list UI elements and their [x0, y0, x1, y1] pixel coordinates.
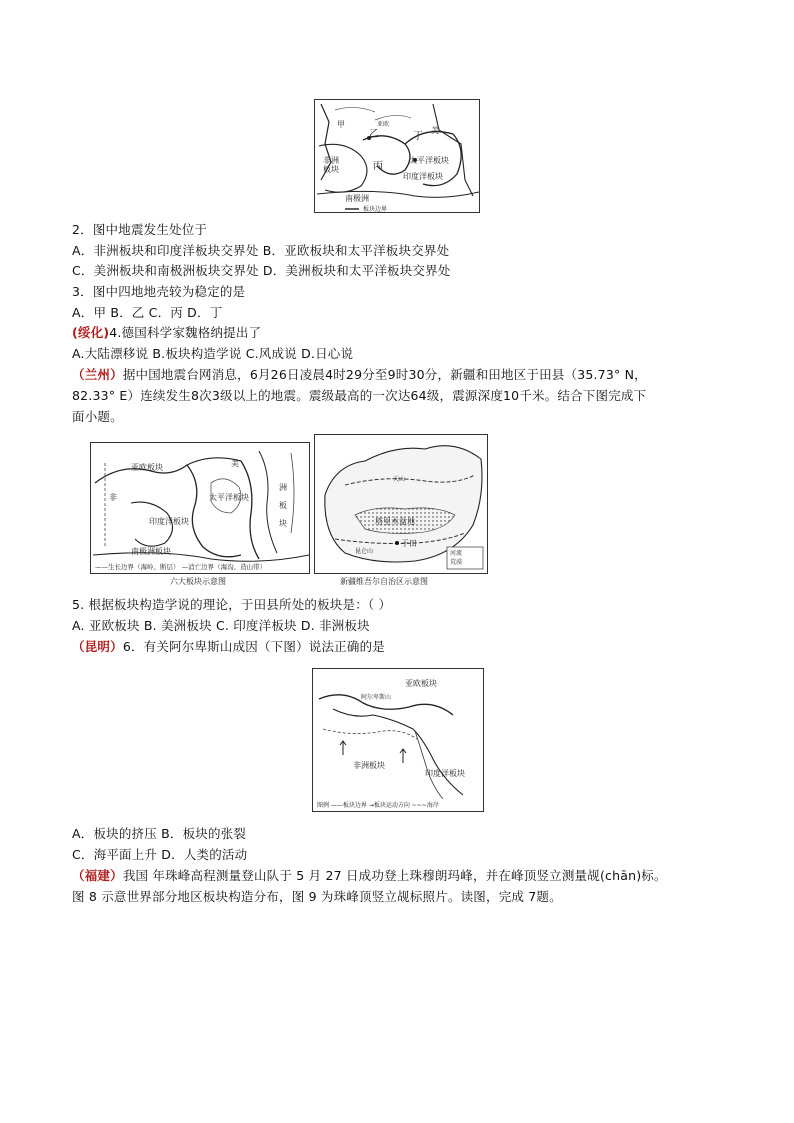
alps-map [312, 668, 484, 812]
q4-stem: 4.德国科学家魏格纳提出了 [109, 325, 262, 340]
lanzhou-source-tag: （兰州） [72, 367, 123, 382]
fujian-text-1: 我国 年珠峰高程测量登山队于 5 月 27 日成功登上珠穆朗玛峰，并在峰顶竖立测量觇(chān)标。 [122, 868, 667, 883]
six-plates-caption: 六大板块示意图 [170, 577, 226, 586]
map3-legend: 河流 荒漠 [450, 550, 463, 566]
map1-label-yi: 乙 [369, 129, 379, 140]
fujian-line1 [72, 867, 667, 885]
q2-stem: 2．图中地震发生处位于 [72, 222, 208, 237]
q5-stem: 5. 根据板块构造学说的理论，于田县所处的板块是：（ ） [72, 597, 392, 612]
fujian-line2: 图 8 示意世界部分地区板块构造分布，图 9 为珠峰顶竖立觇标照片。读图，完成 7题。 [72, 889, 562, 904]
map4-legend: 图例 ——板块边界 →板块运动方向 ~~~海岸 [317, 802, 439, 809]
lanzhou-text-1: 据中国地震台网消息，6月26日凌晨4时29分至9时30分，新疆和田地区于田县（35.73° N， [122, 367, 647, 382]
map2-label-kuai: 块 [279, 519, 287, 528]
lanzhou-line3: 面小题。 [72, 409, 123, 424]
map1-label-nanji: 南极洲 [345, 194, 369, 203]
q5-options: A. 亚欧板块 B. 美洲板块 C. 印度洋板块 D. 非洲板块 [72, 618, 370, 633]
map2-label-ban: 板 [279, 501, 287, 510]
plate-map-1 [314, 99, 480, 213]
alps-map-lines [313, 669, 484, 812]
map4-label-africa: 非洲板块 [353, 761, 385, 770]
map1-label-pacific: 太平洋板块 [409, 156, 449, 165]
map1-label-bing: 丙 [373, 161, 383, 172]
map4-label-indian: 印度洋板块 [425, 769, 465, 778]
q4-source-tag: (绥化) [72, 325, 110, 340]
xinjiang-caption: 新疆维吾尔自治区示意图 [340, 577, 428, 586]
q6-line [72, 638, 385, 656]
xinjiang-map [314, 434, 488, 574]
fujian-source-tag: （福建） [72, 868, 123, 883]
map3-label-kunlun: 昆仑山 [355, 548, 374, 555]
map3-label-yutian: 于田 [401, 539, 417, 548]
q3-stem: 3．图中四地地壳较为稳定的是 [72, 284, 246, 299]
q4-line [72, 324, 261, 342]
q6-source-tag: （昆明） [72, 639, 123, 654]
xinjiang-map-lines [315, 435, 488, 574]
map1-label-yazhi: 亚欧 [377, 121, 390, 128]
q6-options-row1: A．板块的挤压 B．板块的张裂 [72, 826, 247, 841]
lanzhou-line2: 82.33° E）连续发生8次3级以上的地震。震级最高的一次达64级，震源深度10千米。结合下图完成下 [72, 388, 647, 403]
map2-legend: ——生长边界（海岭、断层） —消亡边界（海沟、造山带） [95, 563, 267, 571]
map3-label-tarim: 塔里木盆地 [375, 517, 415, 526]
map1-label-jia: 甲 [337, 120, 345, 129]
q2-options-row1: A．非洲板块和印度洋板块交界处 B．亚欧板块和太平洋板块交界处 [72, 243, 450, 258]
map2-label-pacific: 太平洋板块 [209, 493, 249, 502]
map2-label-zhou: 洲 [279, 483, 287, 492]
map2-label-indian: 印度洋板块 [149, 517, 189, 526]
q3-options: A．甲 B．乙 C．丙 D．丁 [72, 305, 223, 320]
map1-label-america: 美 [431, 126, 439, 135]
map1-legend: 板块边界 [363, 206, 388, 213]
q2-options-row2: C．美洲板块和南极洲板块交界处 D．美洲板块和太平洋板块交界处 [72, 263, 451, 278]
six-plates-map-lines [91, 443, 310, 574]
map2-label-america: 美 [231, 459, 239, 468]
q4-options: A.大陆漂移说 B.板块构造学说 C.风成说 D.日心说 [72, 346, 354, 361]
lanzhou-line1 [72, 366, 647, 384]
map1-label-africa: 非洲板块 [323, 156, 339, 174]
map2-label-africa: 非 [109, 493, 117, 502]
map4-label-yaou: 亚欧板块 [405, 679, 437, 688]
map2-label-yaou: 亚欧板块 [131, 463, 163, 472]
q6-options-row2: C．海平面上升 D．人类的活动 [72, 847, 248, 862]
map1-label-ding: 丁 [413, 131, 423, 142]
map3-label-tianshan: 天山 [393, 476, 406, 483]
map2-label-nanji: 南极洲板块 [131, 547, 171, 556]
q6-stem: 6．有关阿尔卑斯山成因（下图）说法正确的是 [122, 639, 385, 654]
map1-label-indian: 印度洋板块 [403, 172, 443, 181]
map4-label-alps: 阿尔卑斯山 [361, 694, 392, 701]
six-plates-map [90, 442, 310, 574]
